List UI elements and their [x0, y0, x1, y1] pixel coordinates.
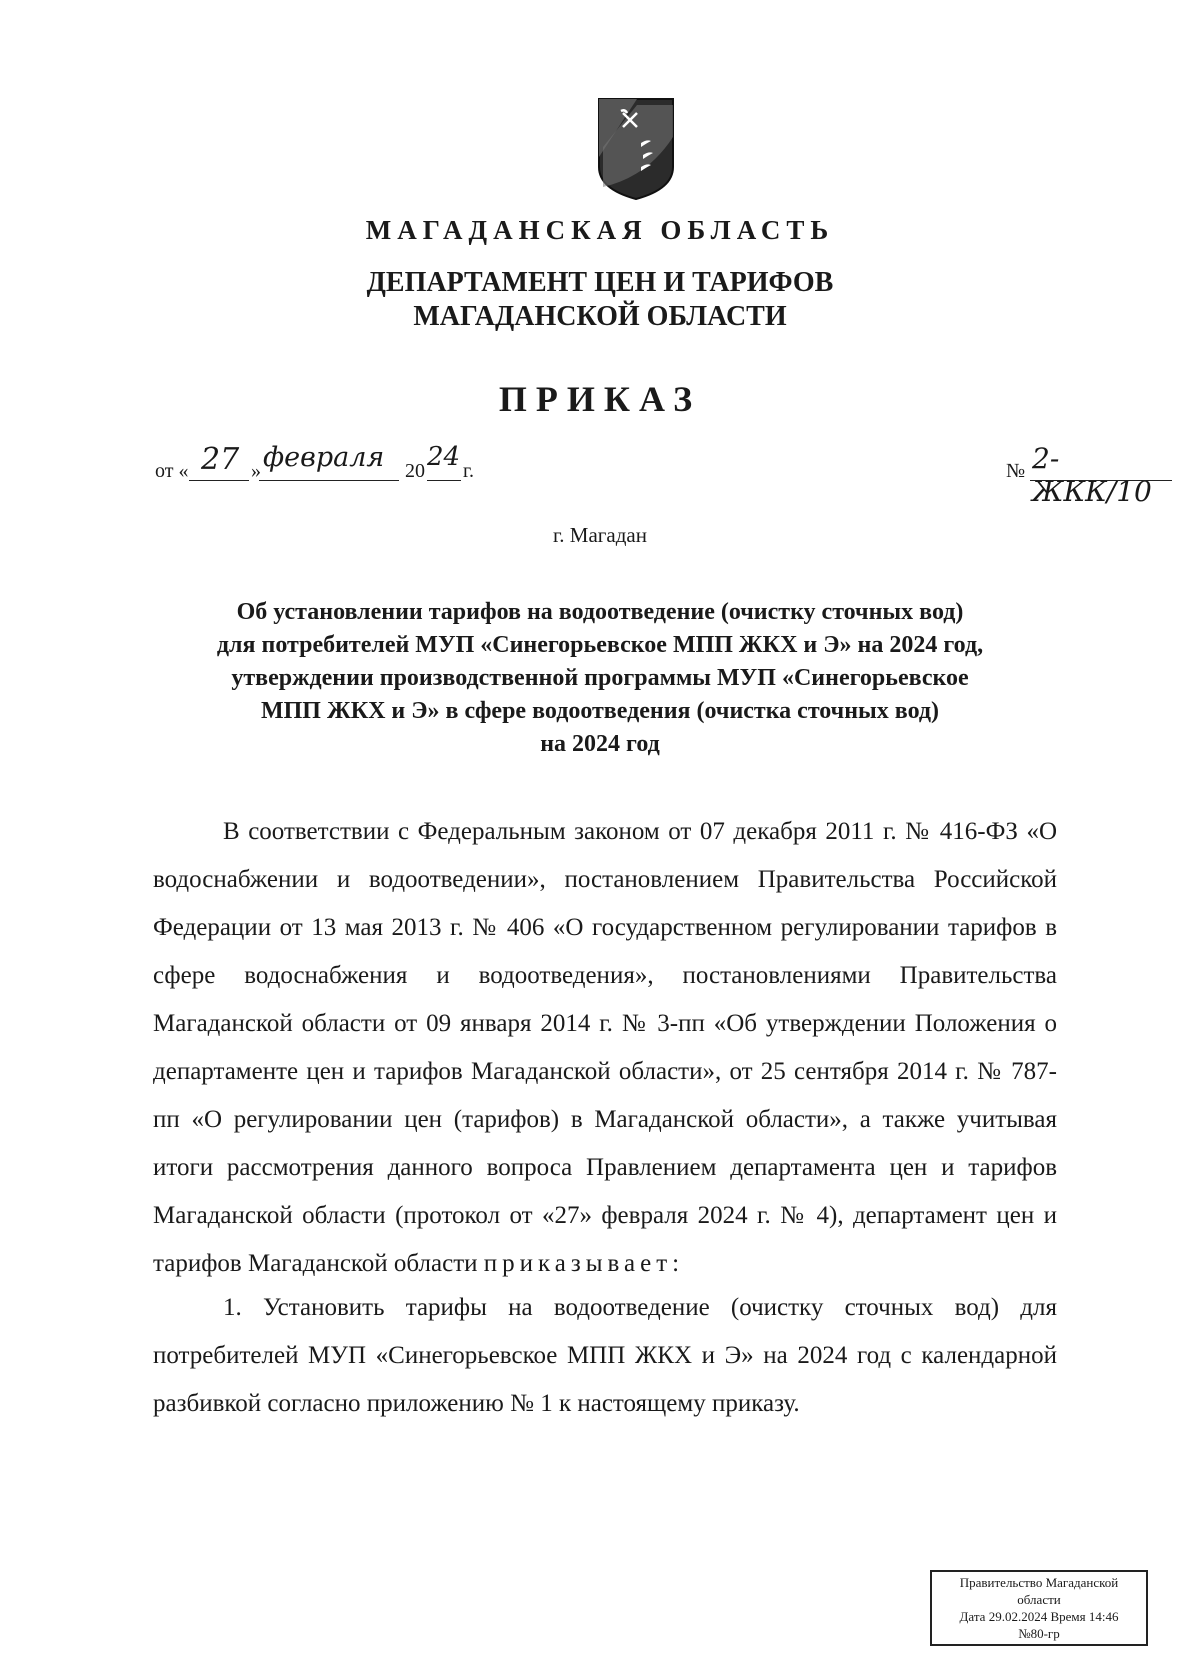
registration-stamp	[930, 1570, 1148, 1646]
title-line-2: для потребителей МУП «Синегорьевское МПП ЖКХ и Э» на 2024 год,	[216, 632, 984, 658]
title-line-4: МПП ЖКХ и Э» в сфере водоотведения (очистка сточных вод)	[260, 698, 940, 724]
title-line-1: Об установлении тарифов на водоотведение (очистку сточных вод)	[236, 599, 964, 625]
coat-of-arms-icon	[597, 97, 675, 201]
document-type-heading: ПРИКАЗ	[498, 379, 702, 419]
date-prefix: от «	[155, 460, 189, 482]
body-paragraph-1-verb: приказывает:	[483, 1250, 685, 1277]
department-line-1: ДЕПАРТАМЕНТ ЦЕН И ТАРИФОВ	[366, 267, 834, 298]
number-prefix: №	[1006, 460, 1026, 482]
department-line-2: МАГАДАНСКОЙ ОБЛАСТИ	[413, 301, 787, 332]
date-suffix: г.	[463, 460, 474, 482]
title-line-5: на 2024 год	[540, 731, 660, 757]
date-month: февраля	[263, 442, 385, 473]
body-paragraph-2: 1. Установить тарифы на водоотведение (очистку сточных вод) для потребителей МУП «Синегорьевское МПП ЖКХ и Э» на 2024 год с календарной разбивкой согласно приложению № 1 к настоящему приказу.	[153, 1294, 1057, 1417]
date-quote-close: »	[251, 460, 261, 482]
stamp-line-4: №80-гр	[1018, 1626, 1060, 1641]
document-body	[153, 808, 1057, 1428]
department-heading	[0, 266, 1200, 334]
stamp-line-2: области	[1017, 1592, 1061, 1607]
stamp-line-3: Дата 29.02.2024 Время 14:46	[959, 1609, 1119, 1624]
date-month-underline	[259, 480, 399, 481]
number-line	[1006, 442, 1176, 508]
date-year-underline	[427, 480, 461, 481]
city-label: г. Магадан	[553, 523, 647, 547]
title-line-3: утверждении производственной программы МУП «Синегорьевское	[231, 665, 969, 691]
date-year-suffix: 24	[427, 442, 461, 472]
date-day: 27	[201, 442, 240, 477]
body-paragraph-1	[153, 808, 1057, 1288]
document-title	[140, 596, 1060, 761]
region-heading: МАГАДАНСКАЯ ОБЛАСТЬ	[365, 215, 835, 245]
date-day-underline	[189, 480, 249, 481]
date-line	[155, 442, 515, 488]
date-year-prefix: 20	[405, 460, 425, 482]
number-underline	[1030, 480, 1172, 481]
body-paragraph-1-text: В соответствии с Федеральным законом от 07 декабря 2011 г. № 416-ФЗ «О водоснабжении и водоотведении», постановлением Правительства Российской Федерации от 13 мая 2013 г. № 406 «О государственном регулировании тарифов в сфере водоснабжения и водоотведения», постановлениями Правительства Магаданской области от 09 января 2014 г. № 3-пп «Об утверждении Положения о департаменте цен и тарифов Магаданской области», от 25 сентября 2014 г. № 787-пп «О регулировании цен (тарифов) в Магаданской области», а также учитывая итоги рассмотрения данного вопроса Правлением департамента цен и тарифов Магаданской области (протокол от «27» февраля 2024 г. № 4), департамент цен и тарифов Магаданской области	[153, 818, 1057, 1277]
stamp-line-1: Правительство Магаданской	[959, 1575, 1119, 1590]
document-number: 2-ЖКК/10	[1032, 442, 1152, 508]
